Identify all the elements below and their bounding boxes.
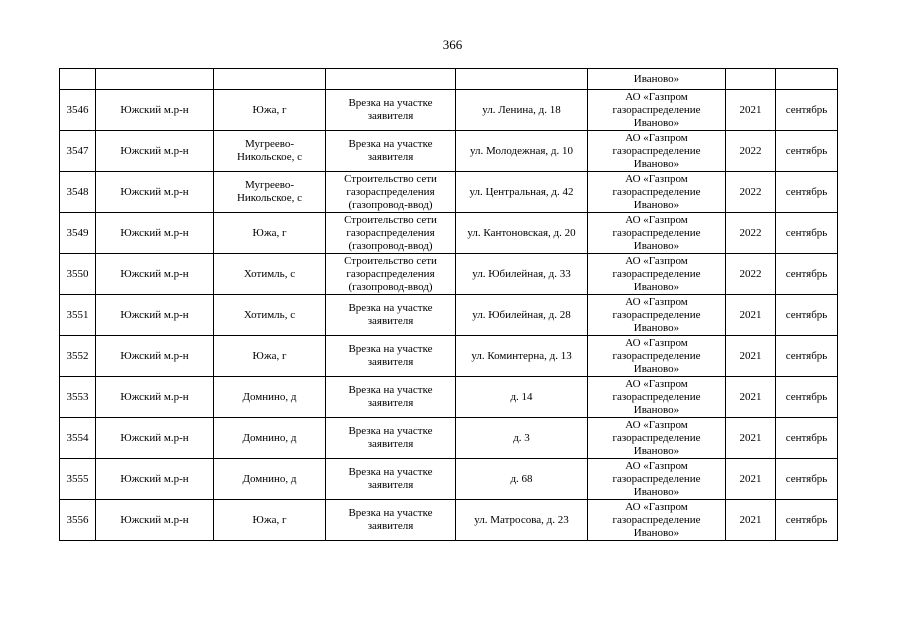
cell-month: сентябрь [776, 418, 838, 459]
cell-org-line: Иваново» [633, 157, 680, 170]
cell-locality-line: Южа, г [252, 513, 287, 526]
cell-work [326, 295, 456, 336]
cell-work [326, 377, 456, 418]
cell-locality-line: Мугреево- [244, 138, 295, 150]
data-table [59, 68, 838, 541]
cell-work-line: заявителя [367, 356, 414, 368]
cell-org [588, 131, 726, 172]
table-row [60, 90, 838, 131]
table-row [60, 500, 838, 541]
cell-locality-line: Мугреево- [244, 179, 295, 191]
cell-work-line: Строительство сети [344, 213, 437, 226]
cell-district: Южский м.р-н [96, 254, 214, 295]
cell-num: 3554 [60, 418, 96, 459]
cell-year: 2021 [726, 500, 776, 541]
cell-org-line: Иваново» [633, 403, 680, 416]
cell-year: 2021 [726, 336, 776, 377]
cell-org [588, 213, 726, 254]
cell-work-line: (газопровод-ввод) [348, 198, 433, 211]
cell-year: 2021 [726, 295, 776, 336]
cell-month: сентябрь [776, 295, 838, 336]
cell-district: Южский м.р-н [96, 213, 214, 254]
cell-work [326, 254, 456, 295]
cell-locality [214, 418, 326, 459]
cell-month: сентябрь [776, 377, 838, 418]
cell-locality-line: Никольское, с [236, 192, 303, 204]
cell-locality-line: Домнино, д [242, 431, 297, 444]
table-row [60, 418, 838, 459]
cell-district: Южский м.р-н [96, 500, 214, 541]
cell-org-line: газораспределение [612, 103, 701, 116]
cell-locality-line: Южа, г [252, 349, 287, 362]
cell-locality-line: Южа, г [252, 226, 287, 239]
cell-num: 3548 [60, 172, 96, 213]
cell-work [326, 418, 456, 459]
cell-locality [214, 336, 326, 377]
cell-district: Южский м.р-н [96, 131, 214, 172]
cell-org-line: АО «Газпром [625, 90, 688, 103]
cell-work-line: заявителя [367, 315, 414, 327]
cell-year: 2021 [726, 418, 776, 459]
cell-work [326, 336, 456, 377]
cell-work [326, 172, 456, 213]
cell-work-line: Врезка на участке [348, 343, 433, 355]
cell-year: 2022 [726, 254, 776, 295]
cell-org: Иваново» [588, 69, 726, 90]
cell-locality [214, 459, 326, 500]
cell-org-line: газораспределение [612, 185, 701, 198]
page-number: 366 [442, 37, 463, 52]
cell-work-line: Врезка на участке [348, 466, 433, 478]
cell-address: ул. Ленина, д. 18 [456, 90, 588, 131]
cell-num: 3549 [60, 213, 96, 254]
cell-address: ул. Коминтерна, д. 13 [456, 336, 588, 377]
cell-locality [214, 90, 326, 131]
cell-num: 3555 [60, 459, 96, 500]
cell-num: 3551 [60, 295, 96, 336]
cell-num: 3553 [60, 377, 96, 418]
cell-org [588, 254, 726, 295]
cell-district: Южский м.р-н [96, 295, 214, 336]
cell-org-line: Иваново» [633, 280, 680, 293]
cell-org-line: АО «Газпром [625, 213, 688, 226]
cell-org-line: АО «Газпром [625, 172, 688, 185]
cell-org-line: газораспределение [612, 513, 701, 526]
cell-work-line: Строительство сети [344, 254, 437, 267]
cell-address [456, 69, 588, 90]
cell-locality-line: Хотимль, с [243, 308, 296, 321]
cell-org [588, 377, 726, 418]
table-row [60, 336, 838, 377]
cell-address: д. 68 [456, 459, 588, 500]
cell-district: Южский м.р-н [96, 459, 214, 500]
cell-locality [214, 254, 326, 295]
cell-year: 2022 [726, 213, 776, 254]
cell-district: Южский м.р-н [96, 172, 214, 213]
cell-locality-line: Домнино, д [242, 390, 297, 403]
cell-num: 3552 [60, 336, 96, 377]
cell-year: 2021 [726, 459, 776, 500]
cell-district: Южский м.р-н [96, 418, 214, 459]
cell-year [726, 69, 776, 90]
cell-year: 2022 [726, 172, 776, 213]
cell-locality [214, 213, 326, 254]
cell-num: 3546 [60, 90, 96, 131]
cell-work-line: Врезка на участке [348, 384, 433, 396]
cell-org-line: Иваново» [633, 321, 680, 334]
cell-work-line: (газопровод-ввод) [348, 280, 433, 293]
cell-locality [214, 377, 326, 418]
cell-work-line: Врезка на участке [348, 302, 433, 314]
cell-org-line: АО «Газпром [625, 336, 688, 349]
cell-work-line: заявителя [367, 520, 414, 532]
cell-org-line: АО «Газпром [625, 254, 688, 267]
cell-year: 2022 [726, 131, 776, 172]
cell-locality [214, 69, 326, 90]
cell-year: 2021 [726, 90, 776, 131]
cell-org-line: газораспределение [612, 267, 701, 280]
cell-month: сентябрь [776, 500, 838, 541]
cell-org-line: газораспределение [612, 472, 701, 485]
cell-address: ул. Молодежная, д. 10 [456, 131, 588, 172]
cell-work-line: газораспределения [346, 185, 435, 198]
cell-org-line: АО «Газпром [625, 295, 688, 308]
cell-num [60, 69, 96, 90]
cell-org-line: АО «Газпром [625, 377, 688, 390]
cell-work [326, 90, 456, 131]
cell-org-line: газораспределение [612, 144, 701, 157]
cell-month: сентябрь [776, 336, 838, 377]
cell-district [96, 69, 214, 90]
cell-locality-line: Домнино, д [242, 472, 297, 485]
table-body [60, 69, 838, 541]
cell-org-line: Иваново» [633, 485, 680, 498]
cell-month: сентябрь [776, 459, 838, 500]
cell-org-line: Иваново» [633, 239, 680, 252]
cell-num: 3547 [60, 131, 96, 172]
cell-work [326, 69, 456, 90]
cell-locality-line: Никольское, с [236, 151, 303, 163]
cell-work-line: Врезка на участке [348, 507, 433, 519]
cell-work [326, 213, 456, 254]
cell-num: 3550 [60, 254, 96, 295]
cell-address: ул. Матросова, д. 23 [456, 500, 588, 541]
cell-locality-line: Хотимль, с [243, 267, 296, 280]
cell-org-line: АО «Газпром [625, 459, 688, 472]
table-row [60, 131, 838, 172]
cell-locality [214, 172, 326, 213]
cell-locality [214, 131, 326, 172]
cell-year: 2021 [726, 377, 776, 418]
cell-org-line: газораспределение [612, 390, 701, 403]
cell-work [326, 459, 456, 500]
cell-org-line: АО «Газпром [625, 131, 688, 144]
cell-address: д. 3 [456, 418, 588, 459]
cell-work [326, 500, 456, 541]
cell-month: сентябрь [776, 254, 838, 295]
cell-org [588, 418, 726, 459]
cell-num: 3556 [60, 500, 96, 541]
table-row [60, 459, 838, 500]
cell-org-line: газораспределение [612, 349, 701, 362]
cell-month: сентябрь [776, 90, 838, 131]
cell-work-line: заявителя [367, 110, 414, 122]
cell-work [326, 131, 456, 172]
table-row-continued [60, 69, 838, 90]
cell-org [588, 295, 726, 336]
cell-address: ул. Юбилейная, д. 33 [456, 254, 588, 295]
cell-address: д. 14 [456, 377, 588, 418]
cell-org [588, 90, 726, 131]
cell-month [776, 69, 838, 90]
cell-district: Южский м.р-н [96, 377, 214, 418]
cell-org [588, 459, 726, 500]
cell-work-line: заявителя [367, 438, 414, 450]
cell-org-line: Иваново» [633, 198, 680, 211]
cell-org-line: Иваново» [633, 444, 680, 457]
cell-work-line: газораспределения [346, 267, 435, 280]
table-row [60, 377, 838, 418]
cell-org-line: Иваново» [633, 526, 680, 539]
cell-locality-line: Южа, г [252, 103, 287, 116]
cell-locality [214, 500, 326, 541]
table-row [60, 295, 838, 336]
table-row [60, 213, 838, 254]
cell-org-line: Иваново» [633, 116, 680, 129]
cell-work-line: заявителя [367, 479, 414, 491]
cell-work-line: Врезка на участке [348, 97, 433, 109]
cell-work-line: (газопровод-ввод) [348, 239, 433, 252]
cell-org-line: Иваново» [633, 362, 680, 375]
cell-org [588, 500, 726, 541]
cell-district: Южский м.р-н [96, 336, 214, 377]
cell-district: Южский м.р-н [96, 90, 214, 131]
cell-org [588, 172, 726, 213]
cell-org-line: АО «Газпром [625, 500, 688, 513]
cell-month: сентябрь [776, 131, 838, 172]
cell-org-line: газораспределение [612, 226, 701, 239]
cell-org-line: газораспределение [612, 308, 701, 321]
cell-address: ул. Кантоновская, д. 20 [456, 213, 588, 254]
cell-month: сентябрь [776, 213, 838, 254]
cell-work-line: Врезка на участке [348, 138, 433, 150]
cell-work-line: Строительство сети [344, 172, 437, 185]
table-row [60, 172, 838, 213]
cell-address: ул. Центральная, д. 42 [456, 172, 588, 213]
cell-work-line: газораспределения [346, 226, 435, 239]
cell-address: ул. Юбилейная, д. 28 [456, 295, 588, 336]
cell-work-line: заявителя [367, 151, 414, 163]
cell-work-line: Врезка на участке [348, 425, 433, 437]
table-row [60, 254, 838, 295]
cell-org-line: газораспределение [612, 431, 701, 444]
cell-locality [214, 295, 326, 336]
cell-month: сентябрь [776, 172, 838, 213]
cell-work-line: заявителя [367, 397, 414, 409]
cell-org [588, 336, 726, 377]
cell-org-line: АО «Газпром [625, 418, 688, 431]
